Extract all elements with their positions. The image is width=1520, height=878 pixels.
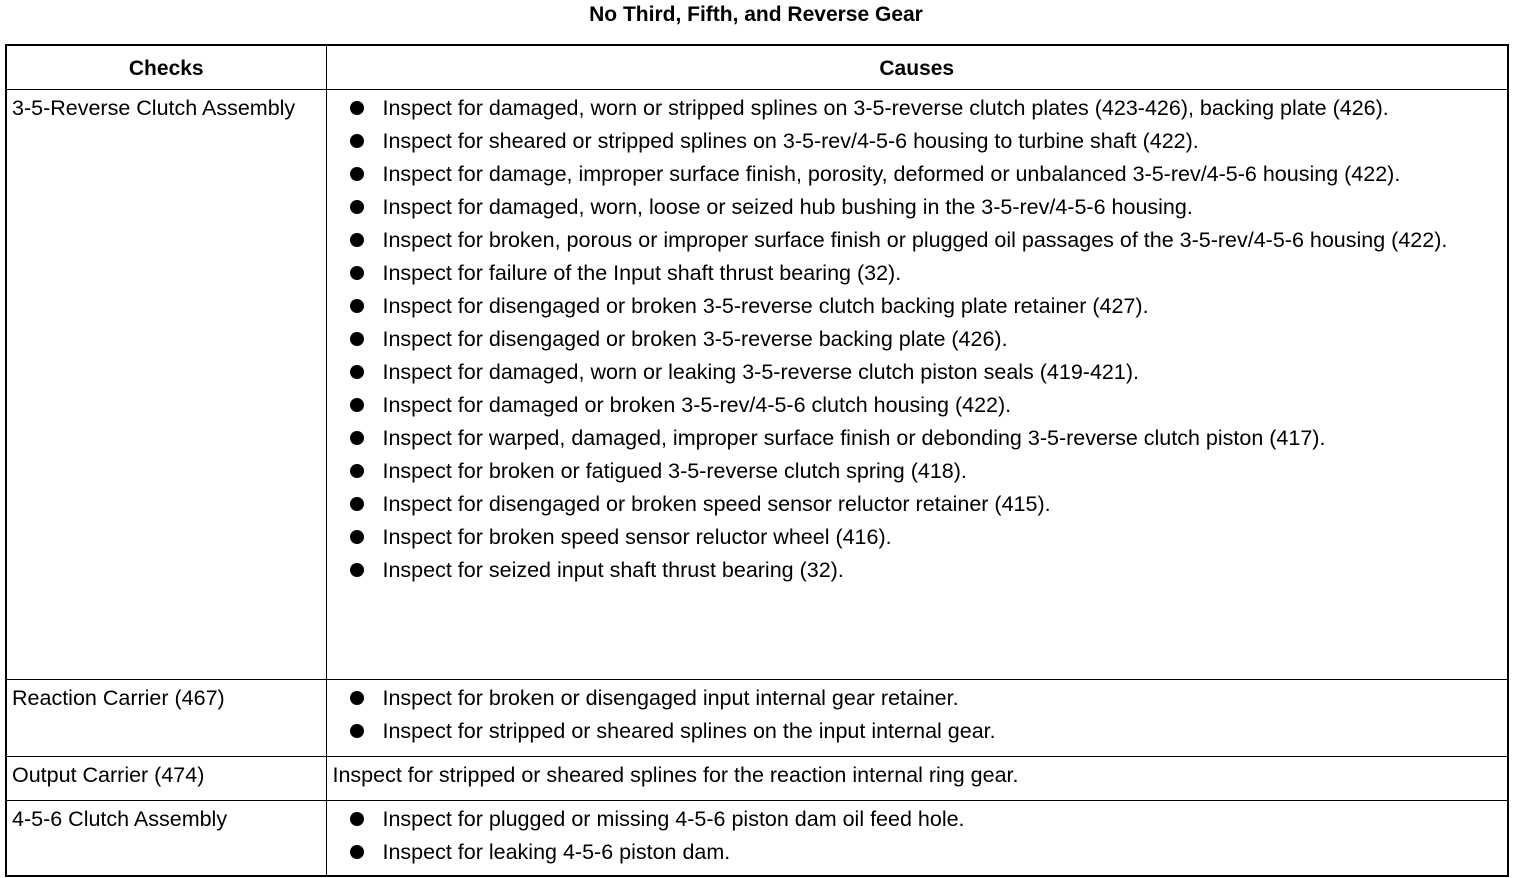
cause-text: Inspect for broken, porous or improper surface finish or plugged oil passages of the 3-5-rev/4-5-6 housing (422). — [382, 228, 1448, 252]
cause-item — [333, 324, 1502, 355]
table-row — [6, 680, 1508, 757]
cause-list — [333, 804, 1502, 868]
bullet-icon — [350, 101, 364, 115]
cause-text: Inspect for damage, improper surface finish, porosity, deformed or unbalanced 3-5-rev/4-5-6 housing (422). — [382, 162, 1401, 186]
bullet-icon — [350, 845, 364, 859]
bullet-icon — [350, 299, 364, 313]
cause-text: Inspect for damaged, worn, loose or seized hub bushing in the 3-5-rev/4-5-6 housing. — [382, 195, 1193, 219]
bullet-icon — [350, 724, 364, 738]
cause-text: Inspect for broken speed sensor reluctor wheel (416). — [382, 525, 892, 549]
cause-text: Inspect for stripped or sheared splines on the input internal gear. — [382, 719, 996, 743]
bullet-icon — [350, 563, 364, 577]
causes-cell — [326, 680, 1508, 757]
cause-item — [333, 522, 1502, 553]
cause-item — [333, 258, 1502, 289]
bullet-icon — [350, 398, 364, 412]
table-row — [6, 801, 1508, 877]
cause-item — [333, 683, 1502, 714]
cause-item — [333, 159, 1502, 190]
bullet-icon — [350, 200, 364, 214]
cause-text: Inspect for disengaged or broken 3-5-reverse clutch backing plate retainer (427). — [382, 294, 1149, 318]
cause-item — [333, 357, 1502, 388]
cause-item — [333, 423, 1502, 454]
cause-text: Inspect for damaged, worn or stripped splines on 3-5-reverse clutch plates (423-426), backing plate (426). — [382, 96, 1389, 120]
cause-text: Inspect for disengaged or broken 3-5-reverse backing plate (426). — [382, 327, 1008, 351]
bullet-icon — [350, 691, 364, 705]
cause-item — [333, 390, 1502, 421]
bullet-icon — [350, 497, 364, 511]
bullet-icon — [350, 812, 364, 826]
table-header-row — [6, 45, 1508, 90]
cause-item — [333, 291, 1502, 322]
causes-cell: Inspect for stripped or sheared splines for the reaction internal ring gear. — [326, 757, 1508, 801]
cause-text: Inspect for seized input shaft thrust bearing (32). — [382, 558, 844, 582]
bullet-icon — [350, 431, 364, 445]
check-cell: Output Carrier (474) — [6, 757, 326, 801]
check-cell: 4-5-6 Clutch Assembly — [6, 801, 326, 877]
cause-text: Inspect for disengaged or broken speed sensor reluctor retainer (415). — [382, 492, 1051, 516]
cause-item — [333, 126, 1502, 157]
cause-text: Inspect for leaking 4-5-6 piston dam. — [382, 840, 731, 864]
cause-item — [333, 456, 1502, 487]
cause-list — [333, 93, 1502, 586]
header-causes: Causes — [326, 45, 1508, 90]
table-row — [6, 757, 1508, 801]
causes-cell — [326, 90, 1508, 680]
cause-text: Inspect for damaged, worn or leaking 3-5-reverse clutch piston seals (419-421). — [382, 360, 1139, 384]
cause-text: Inspect for plugged or missing 4-5-6 piston dam oil feed hole. — [382, 807, 965, 831]
bullet-icon — [350, 332, 364, 346]
cause-item — [333, 716, 1502, 747]
header-checks: Checks — [6, 45, 326, 90]
check-cell: 3-5-Reverse Clutch Assembly — [6, 90, 326, 680]
bullet-icon — [350, 167, 364, 181]
bullet-icon — [350, 365, 364, 379]
cause-text: Inspect for broken or fatigued 3-5-reverse clutch spring (418). — [382, 459, 967, 483]
cause-text: Inspect for damaged or broken 3-5-rev/4-5-6 clutch housing (422). — [382, 393, 1012, 417]
cause-text: Inspect for warped, damaged, improper surface finish or debonding 3-5-reverse clutch piston (417). — [382, 426, 1326, 450]
bullet-icon — [350, 530, 364, 544]
bullet-icon — [350, 233, 364, 247]
cause-item — [333, 804, 1502, 835]
cause-item — [333, 555, 1502, 586]
cause-list — [333, 683, 1502, 747]
bullet-icon — [350, 266, 364, 280]
cause-item — [333, 93, 1502, 124]
causes-cell — [326, 801, 1508, 877]
page-title: No Third, Fifth, and Reverse Gear — [589, 3, 923, 26]
diagnostic-table — [5, 44, 1509, 877]
cause-item — [333, 837, 1502, 868]
cause-text: Inspect for broken or disengaged input internal gear retainer. — [382, 686, 959, 710]
check-cell: Reaction Carrier (467) — [6, 680, 326, 757]
cause-item — [333, 489, 1502, 520]
table-row — [6, 90, 1508, 680]
cause-text: Inspect for failure of the Input shaft thrust bearing (32). — [382, 261, 902, 285]
bullet-icon — [350, 134, 364, 148]
bullet-icon — [350, 464, 364, 478]
cause-item — [333, 225, 1502, 256]
cause-text: Inspect for sheared or stripped splines on 3-5-rev/4-5-6 housing to turbine shaft (422). — [382, 129, 1199, 153]
cause-item — [333, 192, 1502, 223]
